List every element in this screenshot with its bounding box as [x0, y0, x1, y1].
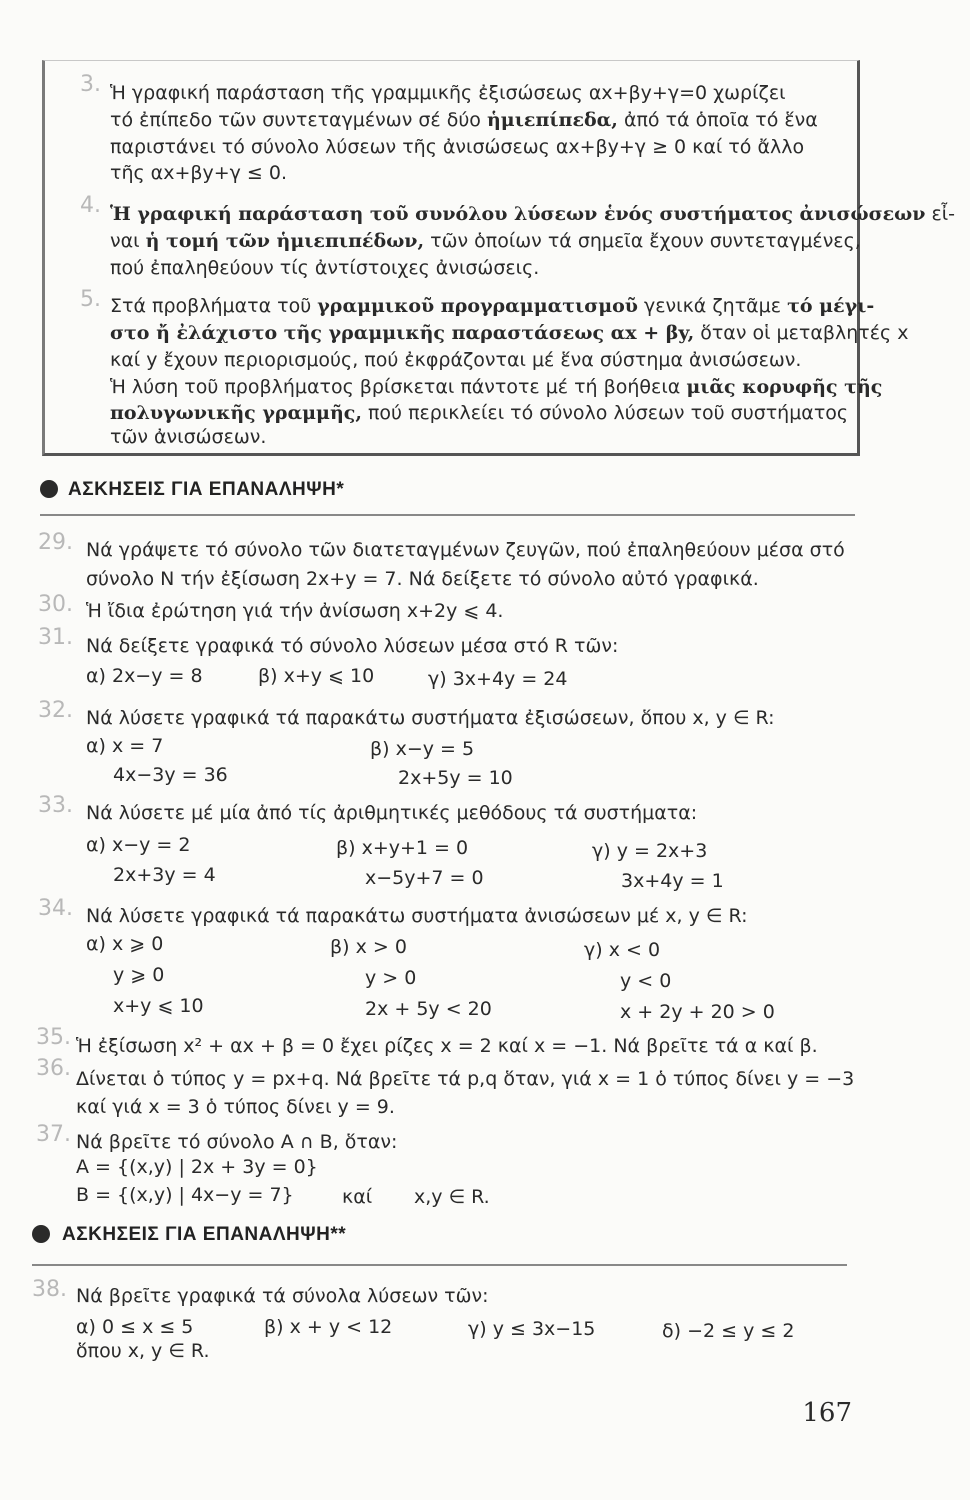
divider	[32, 1264, 847, 1266]
set-a: A = {(x,y) | 2x + 3y = 0}	[76, 1156, 318, 1178]
part-b-line1: β) x > 0	[330, 936, 407, 958]
text-line: παριστάνει τό σύνολο λύσεων τῆς ἀνισώσεως αx+βy+γ ≥ 0 καί τό ἄλλο	[110, 136, 805, 158]
text-line: πού ἐπαληθεύουν τίς ἀντίστοιχες ἀνισώσεις.	[110, 257, 540, 279]
text-line: καί y ἔχουν περιορισμούς, πού ἐκφράζονται μέ ἕνα σύστημα ἀνισώσεων.	[110, 349, 802, 371]
part-c-line1: γ) x < 0	[584, 939, 661, 961]
text-line: Νά γράψετε τό σύνολο τῶν διατεταγμένων ζευγῶν, πού ἐπαληθεύουν μέσα στό	[86, 539, 845, 561]
text-line: σύνολο N τήν ἐξίσωση 2x+y = 7. Νά δείξετε τό σύνολο αὐτό γραφικά.	[86, 568, 759, 590]
text-line: καί γιά x = 3 ὁ τύπος δίνει y = 9.	[76, 1096, 395, 1118]
part-a: α) 2x−y = 8	[86, 665, 203, 687]
part-a-line2: 2x+3y = 4	[113, 864, 216, 886]
part-c-line1: γ) y = 2x+3	[592, 840, 708, 862]
section-heading: ΑΣΚΗΣΕΙΣ ΓΙΑ ΕΠΑΝΑΛΗΨΗ**	[62, 1224, 347, 1245]
part-d: δ) −2 ≤ y ≤ 2	[662, 1320, 795, 1342]
text-line: Νά λύσετε γραφικά τά παρακάτω συστήματα ἀνισώσεων μέ x, y ∈ R:	[86, 905, 748, 927]
text-line: Ἡ λύση τοῦ προβλήματος βρίσκεται πάντοτε μέ τή βοήθεια μιᾶς κορυφῆς τῆς	[110, 376, 883, 398]
text-line: Δίνεται ὁ τύπος y = px+q. Νά βρεῖτε τά p,q ὅταν, γιά x = 1 ὁ τύπος δίνει y = −3	[76, 1068, 855, 1090]
exercise-number: 35.	[36, 1025, 71, 1050]
divider	[40, 514, 855, 516]
part-b-line3: 2x + 5y < 20	[365, 998, 492, 1020]
part-b-line2: y > 0	[365, 967, 417, 989]
text-line: Νά λύσετε γραφικά τά παρακάτω συστήματα ἐξισώσεων, ὅπου x, y ∈ R:	[86, 707, 775, 729]
part-a-line1: α) x ⩾ 0	[86, 933, 164, 955]
part-b: β) x + y < 12	[264, 1316, 393, 1338]
item-number: 3.	[80, 72, 101, 97]
part-a-line3: x+y ⩽ 10	[113, 995, 204, 1017]
text-line: τῶν ἀνισώσεων.	[110, 426, 267, 448]
section-heading: ΑΣΚΗΣΕΙΣ ΓΙΑ ΕΠΑΝΑΛΗΨΗ*	[68, 479, 345, 500]
exercise-number: 38.	[32, 1277, 67, 1302]
exercise-number: 29.	[38, 530, 73, 555]
exercise-number: 30.	[38, 592, 73, 617]
text-line: Ἡ γραφική παράσταση τῆς γραμμικῆς ἐξισώσεως αx+βy+γ=0 χωρίζει	[110, 82, 786, 104]
text-line: x,y ∈ R.	[414, 1186, 490, 1208]
exercise-number: 33.	[38, 793, 73, 818]
exercise-number: 31.	[38, 625, 73, 650]
part-b-line1: β) x−y = 5	[370, 738, 475, 760]
part-c-line2: y < 0	[620, 970, 672, 992]
text-line: Ἡ ἴδια ἐρώτηση γιά τήν ἀνίσωση x+2y ⩽ 4.	[86, 600, 504, 622]
exercise-number: 36.	[36, 1056, 71, 1081]
bullet-icon	[40, 480, 58, 498]
item-number: 5.	[80, 287, 101, 312]
part-a-line1: α) x−y = 2	[86, 834, 191, 856]
part-c: γ) 3x+4y = 24	[428, 668, 568, 690]
page-number: 167	[802, 1398, 852, 1428]
exercise-number: 34.	[38, 896, 73, 921]
text-line: Ἡ γραφική παράσταση τοῦ συνόλου λύσεων ἑνός συστήματος ἀνισώσεων εἶ-	[110, 203, 956, 225]
exercise-number: 37.	[36, 1122, 71, 1147]
part-c: γ) y ≤ 3x−15	[468, 1318, 596, 1340]
text-line: τό ἐπίπεδο τῶν συντεταγμένων σέ δύο ἡμιεπίπεδα, ἀπό τά ὁποῖα τό ἕνα	[110, 109, 818, 131]
text-line: τῆς αx+βy+γ ≤ 0.	[110, 162, 288, 184]
text-line: ὅπου x, y ∈ R.	[76, 1340, 210, 1362]
part-c-line2: 3x+4y = 1	[621, 870, 724, 892]
part-a-line2: y ⩾ 0	[113, 964, 165, 986]
text-line: στο ἤ ἐλάχιστο τῆς γραμμικῆς παραστάσεως αx + βy, ὅταν οἱ μεταβλητές x	[110, 322, 909, 344]
exercise-number: 32.	[38, 698, 73, 723]
text-line: ναι ἡ τομή τῶν ἡμιεπιπέδων, τῶν ὁποίων τά σημεῖα ἔχουν συντεταγμένες,	[110, 230, 861, 252]
text-line: Ἡ ἐξίσωση x² + αx + β = 0 ἔχει ρίζες x = 2 καί x = −1. Νά βρεῖτε τά α καί β.	[76, 1035, 818, 1057]
part-a-line2: 4x−3y = 36	[113, 764, 228, 786]
part-b-line2: 2x+5y = 10	[398, 767, 513, 789]
part-b: β) x+y ⩽ 10	[258, 665, 375, 687]
text-line: Νά βρεῖτε τό σύνολο A ∩ B, ὅταν:	[76, 1131, 398, 1153]
text-line: Νά βρεῖτε γραφικά τά σύνολα λύσεων τῶν:	[76, 1285, 489, 1307]
part-a-line1: α) x = 7	[86, 735, 164, 757]
part-b-line1: β) x+y+1 = 0	[336, 837, 469, 859]
text-line: πολυγωνικῆς γραμμῆς, πού περικλείει τό σύνολο λύσεων τοῦ συστήματος	[110, 402, 849, 424]
part-b-line2: x−5y+7 = 0	[365, 867, 484, 889]
text-line: Νά λύσετε μέ μία ἀπό τίς ἀριθμητικές μεθόδους τά συστήματα:	[86, 802, 698, 824]
bullet-icon	[32, 1225, 50, 1243]
part-c-line3: x + 2y + 20 > 0	[620, 1001, 775, 1023]
text-line: Στά προβλήματα τοῦ γραμμικοῦ προγραμματισμοῦ γενικά ζητᾶμε τό μέγι-	[110, 295, 875, 317]
text-line: Νά δείξετε γραφικά τό σύνολο λύσεων μέσα στό R τῶν:	[86, 635, 619, 657]
item-number: 4.	[80, 193, 101, 218]
set-b: B = {(x,y) | 4x−y = 7}	[76, 1184, 294, 1206]
text-line: καί	[342, 1186, 373, 1208]
part-a: α) 0 ≤ x ≤ 5	[76, 1316, 194, 1338]
